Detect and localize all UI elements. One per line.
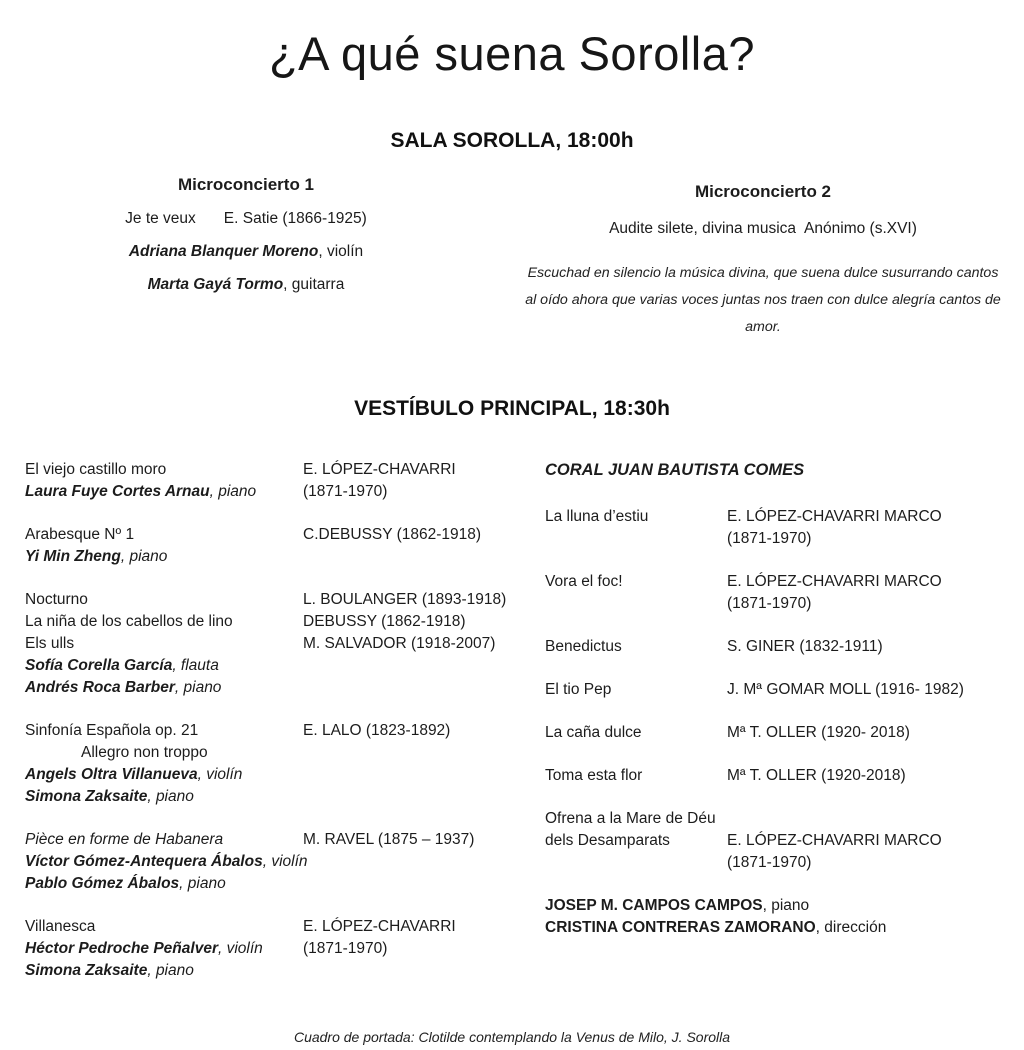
performer-role: , violín [217,940,263,957]
piece-line [522,218,1004,240]
entry-composers [727,636,1004,658]
program-entry [545,808,1004,874]
performer-role: , guitarra [283,276,345,293]
performer-name: Yi Min Zheng [25,548,121,565]
program-entry [545,571,1004,615]
program-left-column [25,459,517,1003]
entry-composers [303,459,517,503]
composer: M. RAVEL (1875 – 1937) [303,831,475,848]
performer-line [25,786,303,808]
piece-title: Sinfonía Española op. 21 [25,722,199,739]
entry-composers [303,829,517,895]
program-entry [545,679,1004,701]
piece-title: La lluna d’estiu [545,508,649,525]
entry-titles [545,722,727,744]
piece-title: Pièce en forme de Habanera [25,831,224,848]
composer: M. SALVADOR (1918-2007) [303,635,496,652]
entry-composers [303,589,517,699]
choir-performers [545,895,1004,939]
piece-title: El tio Pep [545,681,612,698]
microconcierto-1-heading: Microconcierto 1 [177,175,315,194]
piece-title: Arabesque Nº 1 [25,526,135,543]
composer-dates: (1871-1970) [727,854,812,871]
choir-name: CORAL JUAN BAUTISTA COMES [545,461,805,479]
performer-role: , violín [318,243,364,260]
composer: Mª T. OLLER (1920- 2018) [727,724,910,741]
performer-role: , piano [179,875,226,892]
microconcierto-1-block [20,175,472,341]
program-entry [545,506,1004,550]
piece-title: Benedictus [545,638,622,655]
performer-role: , piano [120,548,168,565]
program-entry [25,459,517,503]
composer: E. LÓPEZ-CHAVARRI MARCO [727,573,942,590]
piece-title: Toma esta flor [545,767,643,784]
program-note: Escuchad en silencio la música divina, que suena dulce susurrando cantos al oído ahora que varias voces juntas nos traen con dulce alegría cantos de amor. [525,265,1001,335]
entry-titles [545,765,727,787]
composer: E. LÓPEZ-CHAVARRI MARCO [727,832,942,849]
piece-title: Vora el foc! [545,573,623,590]
piece-title: Audite silete, divina musica [609,220,797,237]
entry-composers [727,765,1004,787]
piece-title: Je te veux [125,210,196,227]
composer: Mª T. OLLER (1920-2018) [727,767,906,784]
program-entry [25,916,517,982]
performer-name: Angels Oltra Villanueva [25,766,198,783]
performer-line [545,895,1004,917]
performer-line [25,938,303,960]
performer-name: CRISTINA CONTRERAS ZAMORANO [545,919,816,936]
performer-name: Adriana Blanquer Moreno [128,243,319,260]
entry-titles [25,829,308,895]
piece-title: La caña dulce [545,724,642,741]
entry-titles [545,808,727,874]
entry-composers [727,722,1004,744]
piece-title: El viejo castillo moro [25,461,167,478]
performer-line [20,274,472,296]
program-entry [25,524,517,568]
composer: DEBUSSY (1862-1918) [303,613,466,630]
entry-composers [303,524,517,568]
entry-composers [303,916,517,982]
entry-titles [25,916,303,982]
performer-line [25,677,303,699]
sala-sorolla-section [0,129,1024,341]
performer-name: Simona Zaksaite [25,788,148,805]
piece-title: Villanesca [25,918,96,935]
composer-dates: (1871-1970) [303,483,388,500]
microconciertos-row [0,175,1024,341]
program-entry [545,636,1004,658]
entry-composers [727,571,1004,615]
entry-titles [545,636,727,658]
performer-line [20,241,472,263]
composer: E. LÓPEZ-CHAVARRI MARCO [727,508,942,525]
performer-name: Héctor Pedroche Peñalver [25,940,218,957]
entry-titles [545,679,727,701]
performer-line [25,546,303,568]
performer-role: , piano [209,483,257,500]
entry-composers [727,506,1004,550]
cover-painting-caption: Cuadro de portada: Clotilde contemplando la Venus de Milo, J. Sorolla [293,1029,731,1045]
performer-line [25,873,303,895]
program-entry [25,589,517,699]
performer-line [25,960,303,982]
entry-titles [25,720,303,808]
performer-role: , piano [174,679,222,696]
movement-title: Allegro non troppo [81,744,208,761]
entry-titles [545,571,727,615]
performer-line [25,764,303,786]
composer-dates: (1871-1970) [727,595,812,612]
performer-name: Pablo Gómez Ábalos [25,875,180,892]
composer: E. LALO (1823-1892) [303,722,451,739]
program-right-column [517,459,1004,1003]
performer-role: , violín [262,853,308,870]
piece-line [20,208,472,230]
piece-title: Ofrena a la Mare de Déu [545,810,716,827]
microconcierto-2-heading: Microconcierto 2 [694,182,832,201]
performer-role: , dirección [815,919,887,936]
piece-title: Els ulls [25,635,75,652]
page-title: ¿A qué suena Sorolla? [268,27,756,80]
performer-role: , piano [762,897,810,914]
performer-role: , piano [147,962,194,979]
performer-line [25,851,308,873]
sala-heading: SALA SOROLLA, 18:00h [390,129,634,152]
entry-titles [25,589,303,699]
microconcierto-2-block [522,175,1004,341]
entry-titles [545,506,727,550]
composer-dates: (1871-1970) [303,940,388,957]
composer: S. GINER (1832-1911) [727,638,883,655]
performer-name: Laura Fuye Cortes Arnau [25,483,210,500]
performer-name: Simona Zaksaite [25,962,148,979]
performer-name: JOSEP M. CAMPOS CAMPOS [545,897,763,914]
composer: E. LÓPEZ-CHAVARRI [303,461,456,478]
program-entry [545,765,1004,787]
composer: E. Satie (1866-1925) [223,210,367,227]
composer: C.DEBUSSY (1862-1918) [303,526,482,543]
performer-name: Marta Gayá Tormo [147,276,284,293]
performer-role: , violín [197,766,243,783]
program-entry [25,720,517,808]
piece-title: dels Desamparats [545,832,670,849]
performer-role: , piano [147,788,194,805]
piece-title: La niña de los cabellos de lino [25,613,233,630]
composer: Anónimo (s.XVI) [804,220,917,237]
program-entry [545,722,1004,744]
piece-title: Nocturno [25,591,88,608]
performer-name: Sofía Corella García [25,657,173,674]
program-columns [0,459,1024,1003]
entry-composers [727,679,1004,701]
vestibulo-heading: VESTÍBULO PRINCIPAL, 18:30h [354,397,670,420]
entry-composers [303,720,517,808]
performer-name: Víctor Gómez-Antequera Ábalos [25,853,263,870]
composer: L. BOULANGER (1893-1918) [303,591,507,608]
composer: J. Mª GOMAR MOLL (1916- 1982) [727,681,964,698]
performer-line [545,917,1004,939]
performer-line [25,481,303,503]
performer-name: Andrés Roca Barber [25,679,175,696]
performer-line [25,655,303,677]
entry-titles [25,524,303,568]
program-entry [25,829,517,895]
composer-dates: (1871-1970) [727,530,812,547]
vestibulo-section [0,397,1024,1003]
composer: E. LÓPEZ-CHAVARRI [303,918,456,935]
entry-composers [727,808,1004,874]
entry-titles [25,459,303,503]
performer-role: , flauta [172,657,219,674]
